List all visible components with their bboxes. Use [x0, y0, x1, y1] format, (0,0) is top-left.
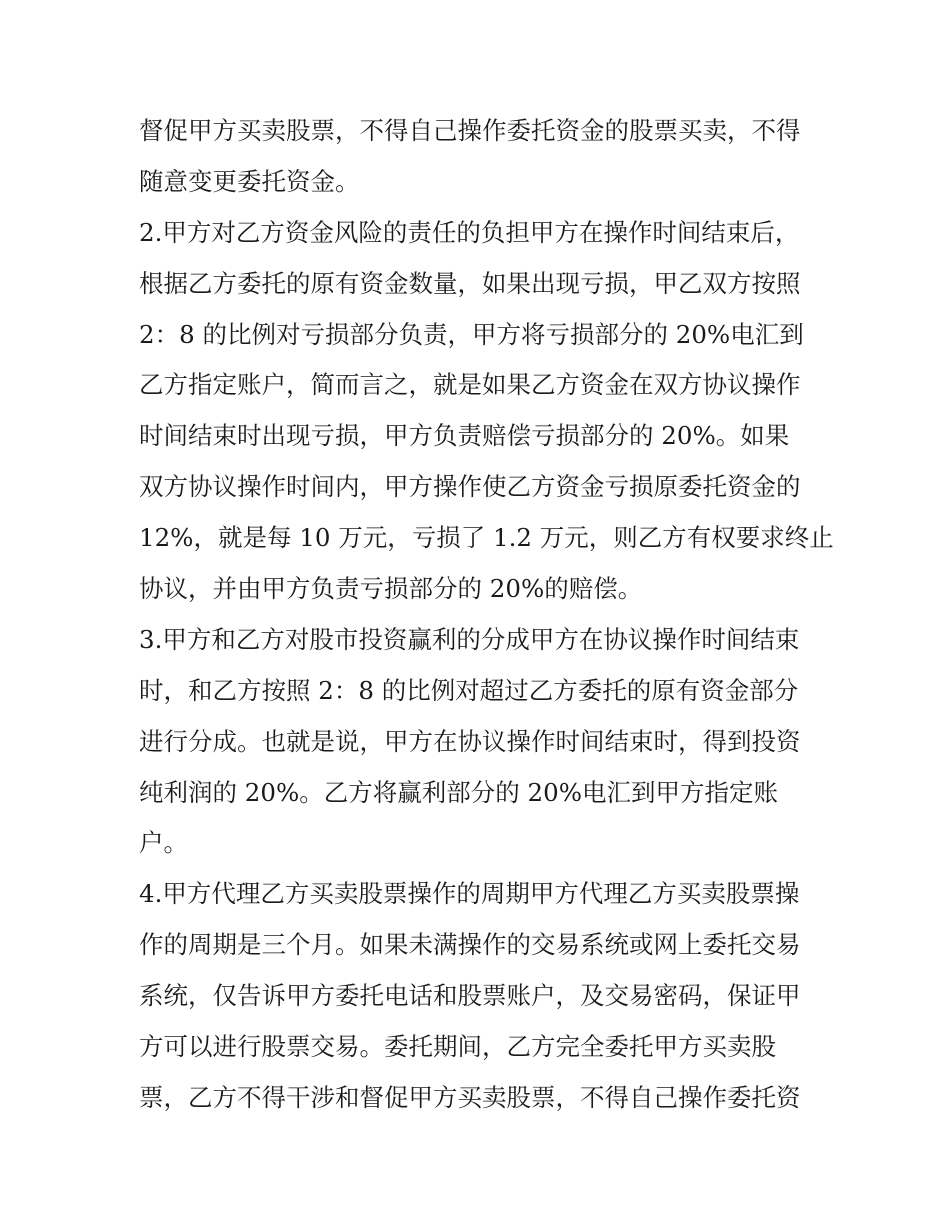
text-line: 系统，仅告诉甲方委托电话和股票账户，及交易密码，保证甲 [139, 981, 801, 1011]
text-line: 作的周期是三个月。如果未满操作的交易系统或网上委托交易 [139, 930, 801, 960]
text-line: 方可以进行股票交易。委托期间，乙方完全委托甲方买卖股 [139, 1032, 776, 1062]
text-line: 时，和乙方按照 2：8 的比例对超过乙方委托的原有资金部分 [139, 675, 799, 705]
text-line: 2：8 的比例对亏损部分负责，甲方将亏损部分的 20%电汇到 [139, 319, 804, 349]
text-line: 根据乙方委托的原有资金数量，如果出现亏损，甲乙双方按照 [139, 268, 801, 298]
text-line: 3.甲方和乙方对股市投资赢利的分成甲方在协议操作时间结束 [139, 624, 800, 654]
body-text [139, 106, 834, 1124]
text-line: 4.甲方代理乙方买卖股票操作的周期甲方代理乙方买卖股票操 [139, 879, 800, 909]
text-line: 双方协议操作时间内，甲方操作使乙方资金亏损原委托资金的 [139, 472, 801, 502]
text-line: 2.甲方对乙方资金风险的责任的负担甲方在操作时间结束后， [139, 217, 800, 247]
text-line: 督促甲方买卖股票，不得自己操作委托资金的股票买卖，不得 [139, 116, 801, 145]
text-line: 乙方指定账户，简而言之，就是如果乙方资金在双方协议操作 [139, 370, 801, 400]
text-line: 户。 [139, 828, 188, 858]
text-line: 纯利润的 20%。乙方将赢利部分的 20%电汇到甲方指定账 [139, 777, 778, 807]
text-line: 协议，并由甲方负责亏损部分的 20%的赔偿。 [139, 574, 643, 604]
text-line: 进行分成。也就是说，甲方在协议操作时间结束时，得到投资 [139, 726, 801, 756]
text-line: 票，乙方不得干涉和督促甲方买卖股票，不得自己操作委托资 [139, 1082, 801, 1112]
text-line: 时间结束时出现亏损，甲方负责赔偿亏损部分的 20%。如果 [139, 421, 790, 451]
text-line: 随意变更委托资金。 [139, 166, 360, 196]
text-line: 12%，就是每 10 万元，亏损了 1.2 万元，则乙方有权要求终止 [139, 523, 834, 553]
